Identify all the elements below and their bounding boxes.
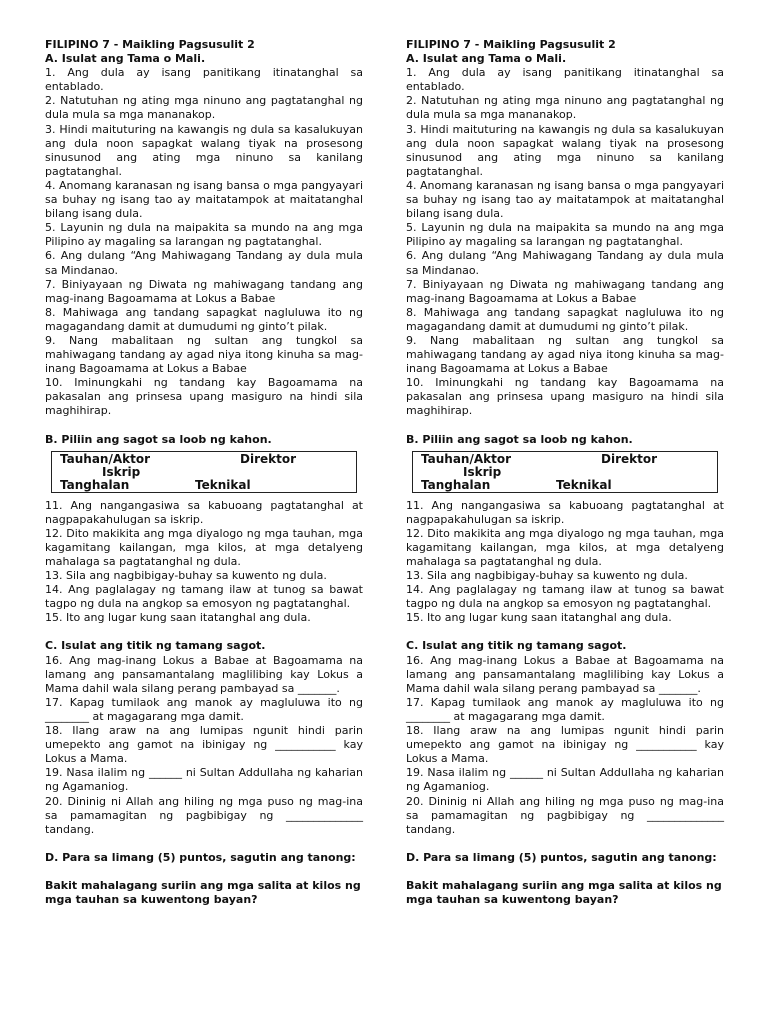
part-a-heading: A. Isulat ang Tama o Mali. <box>45 52 206 66</box>
question-item: 3. Hindi maituturing na kawangis ng dula sa kasalukuyan ang dula noon sapagkat walang tiyak na prosesong sinusunod ang ating mga ninuno sa kanilang pagtatanghal. <box>45 122 363 178</box>
choice-tauhan: Tauhan/Aktor <box>421 451 512 466</box>
question-item: 8. Mahiwaga ang tandang sapagkat nagluluwa ito ng magagandang damit at dumudumi ng ginto’t pilak. <box>406 305 724 333</box>
question-item: 12. Dito makikita ang mga diyalogo ng mga tauhan, mga kagamitang kailangan, mga kilos, at mga detalyeng mahalaga sa pagtatanghal ng dula. <box>45 526 363 568</box>
worksheet-title: FILIPINO 7 - Maikling Pagsusulit 2 <box>406 38 616 51</box>
worksheet-title: FILIPINO 7 - Maikling Pagsusulit 2 <box>45 38 255 51</box>
worksheet-right <box>406 38 724 907</box>
choice-direktor: Direktor <box>601 451 658 466</box>
worksheet-left <box>45 38 363 907</box>
question-item: 3. Hindi maituturing na kawangis ng dula sa kasalukuyan ang dula noon sapagkat walang tiyak na prosesong sinusunod ang ating mga ninuno sa kanilang pagtatanghal. <box>406 122 724 178</box>
question-item: 16. Ang mag-inang Lokus a Babae at Bagoamama na lamang ang pansamantalang maglilibing kay Lokus a Mama dahil wala silang perang pambayad sa _______. <box>406 653 724 695</box>
question-item: 7. Biniyayaan ng Diwata ng mahiwagang tandang ang mag-inang Bagoamama at Lokus a Babae <box>45 277 363 305</box>
choice-tanghalan: Tanghalan <box>421 477 491 492</box>
part-c-heading: C. Isulat ang titik ng tamang sagot. <box>45 639 266 653</box>
essay-question: Bakit mahalagang suriin ang mga salita at kilos ng mga tauhan sa kuwentong bayan? <box>406 878 722 906</box>
choice-iskrip: Iskrip <box>463 464 502 479</box>
part-a-heading: A. Isulat ang Tama o Mali. <box>406 52 567 66</box>
question-item: 18. Ilang araw na ang lumipas ngunit hindi parin umepekto ang gamot na ibinigay ng ___________ kay Lokus a Mama. <box>406 724 724 766</box>
question-item: 19. Nasa ilalim ng ______ ni Sultan Addullaha ng kaharian ng Agamaniog. <box>406 766 724 794</box>
question-item: 9. Nang mabalitaan ng sultan ang tungkol sa mahiwagang tandang ay agad niya itong kinuha sa mag-inang Bagoamama at Lokus a Babae <box>406 333 724 376</box>
question-item: 5. Layunin ng dula na maipakita sa mundo na ang mga Pilipino ay magaling sa larangan ng pagtatanghal. <box>45 221 363 249</box>
essay-question: Bakit mahalagang suriin ang mga salita at kilos ng mga tauhan sa kuwentong bayan? <box>45 878 361 906</box>
choice-direktor: Direktor <box>240 451 297 466</box>
question-item: 1. Ang dula ay isang panitikang itinatanghal sa entablado. <box>45 66 363 94</box>
part-b-heading: B. Piliin ang sagot sa loob ng kahon. <box>406 432 633 446</box>
question-item: 8. Mahiwaga ang tandang sapagkat nagluluwa ito ng magagandang damit at dumudumi ng ginto’t pilak. <box>45 305 363 333</box>
question-item: 2. Natutuhan ng ating mga ninuno ang pagtatanghal ng dula mula sa mga mananakop. <box>45 94 363 122</box>
question-item: 11. Ang nangangasiwa sa kabuoang pagtatanghal at nagpapakahulugan sa iskrip. <box>45 498 363 526</box>
question-item: 2. Natutuhan ng ating mga ninuno ang pagtatanghal ng dula mula sa mga mananakop. <box>406 94 724 122</box>
question-item: 15. Ito ang lugar kung saan itatanghal ang dula. <box>406 611 672 625</box>
question-item: 7. Biniyayaan ng Diwata ng mahiwagang tandang ang mag-inang Bagoamama at Lokus a Babae <box>406 277 724 305</box>
question-item: 10. Iminungkahi ng tandang kay Bagoamama na pakasalan ang prinsesa upang masiguro na hindi sila maghihirap. <box>406 376 724 418</box>
question-item: 4. Anomang karanasan ng isang bansa o mga pangyayari sa buhay ng isang tao ay maitatampok at maitatanghal bilang isang dula. <box>45 178 363 221</box>
question-item: 10. Iminungkahi ng tandang kay Bagoamama na pakasalan ang prinsesa upang masiguro na hindi sila maghihirap. <box>45 376 363 418</box>
answer-choice-box <box>51 451 357 493</box>
question-item: 17. Kapag tumilaok ang manok ay magluluwa ito ng ________ at magagarang mga damit. <box>45 695 363 723</box>
question-item: 20. Dininig ni Allah ang hiling ng mga puso ng mag-ina sa pamamagitan ng pagbibigay ng ______________ tandang. <box>45 794 363 836</box>
question-item: 4. Anomang karanasan ng isang bansa o mga pangyayari sa buhay ng isang tao ay maitatampok at maitatanghal bilang isang dula. <box>406 178 724 221</box>
question-item: 6. Ang dulang “Ang Mahiwagang Tandang ay dula mula sa Mindanao. <box>45 249 363 277</box>
answer-choice-box <box>412 451 718 493</box>
question-item: 6. Ang dulang “Ang Mahiwagang Tandang ay dula mula sa Mindanao. <box>406 249 724 277</box>
part-d-heading: D. Para sa limang (5) puntos, sagutin ang tanong: <box>406 850 717 864</box>
choice-iskrip: Iskrip <box>102 464 141 479</box>
question-item: 9. Nang mabalitaan ng sultan ang tungkol sa mahiwagang tandang ay agad niya itong kinuha sa mag-inang Bagoamama at Lokus a Babae <box>45 333 363 376</box>
question-item: 17. Kapag tumilaok ang manok ay magluluwa ito ng ________ at magagarang mga damit. <box>406 695 724 723</box>
question-item: 20. Dininig ni Allah ang hiling ng mga puso ng mag-ina sa pamamagitan ng pagbibigay ng ______________ tandang. <box>406 794 724 836</box>
question-item: 12. Dito makikita ang mga diyalogo ng mga tauhan, mga kagamitang kailangan, mga kilos, at mga detalyeng mahalaga sa pagtatanghal ng dula. <box>406 526 724 568</box>
question-item: 15. Ito ang lugar kung saan itatanghal ang dula. <box>45 611 311 625</box>
question-item: 13. Sila ang nagbibigay-buhay sa kuwento ng dula. <box>406 569 688 583</box>
question-item: 5. Layunin ng dula na maipakita sa mundo na ang mga Pilipino ay magaling sa larangan ng pagtatanghal. <box>406 221 724 249</box>
question-item: 18. Ilang araw na ang lumipas ngunit hindi parin umepekto ang gamot na ibinigay ng ___________ kay Lokus a Mama. <box>45 724 363 766</box>
choice-teknikal: Teknikal <box>195 477 251 492</box>
question-item: 13. Sila ang nagbibigay-buhay sa kuwento ng dula. <box>45 569 327 583</box>
choice-tauhan: Tauhan/Aktor <box>60 451 151 466</box>
question-item: 14. Ang paglalagay ng tamang ilaw at tunog sa bawat tagpo ng dula na angkop sa emosyon ng pagtatanghal. <box>406 583 724 611</box>
part-b-heading: B. Piliin ang sagot sa loob ng kahon. <box>45 432 272 446</box>
question-item: 14. Ang paglalagay ng tamang ilaw at tunog sa bawat tagpo ng dula na angkop sa emosyon ng pagtatanghal. <box>45 583 363 611</box>
part-c-heading: C. Isulat ang titik ng tamang sagot. <box>406 639 627 653</box>
question-item: 1. Ang dula ay isang panitikang itinatanghal sa entablado. <box>406 66 724 94</box>
question-item: 19. Nasa ilalim ng ______ ni Sultan Addullaha ng kaharian ng Agamaniog. <box>45 766 363 794</box>
question-item: 11. Ang nangangasiwa sa kabuoang pagtatanghal at nagpapakahulugan sa iskrip. <box>406 498 724 526</box>
choice-teknikal: Teknikal <box>556 477 612 492</box>
choice-tanghalan: Tanghalan <box>60 477 130 492</box>
part-d-heading: D. Para sa limang (5) puntos, sagutin ang tanong: <box>45 850 356 864</box>
question-item: 16. Ang mag-inang Lokus a Babae at Bagoamama na lamang ang pansamantalang maglilibing kay Lokus a Mama dahil wala silang perang pambayad sa _______. <box>45 653 363 695</box>
